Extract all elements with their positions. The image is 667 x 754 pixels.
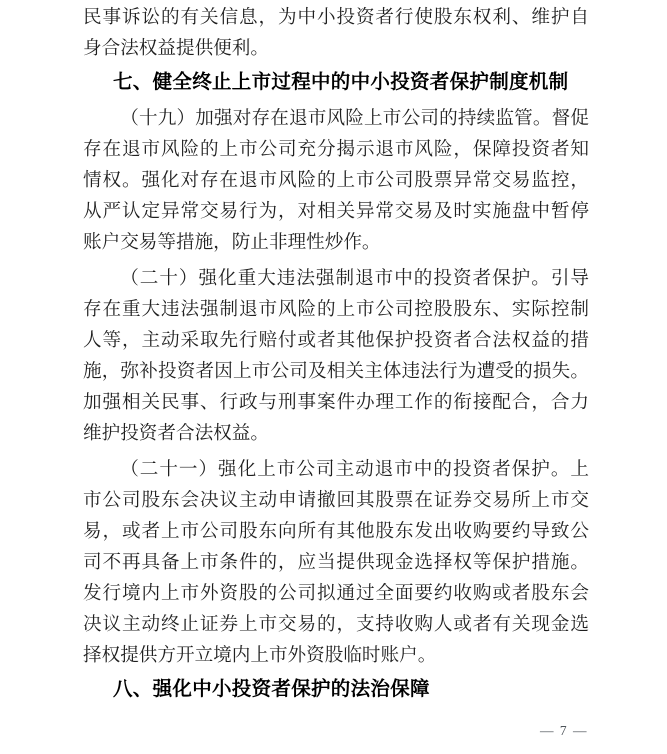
body-text-line: （二十一）强化上市公司主动退市中的投资者保护。上 (120, 459, 589, 480)
body-text-line: 市公司股东会决议主动申请撤回其股票在证券交易所上市交 (83, 490, 589, 511)
body-text-line: 身合法权益提供便利。 (83, 38, 269, 59)
body-text-line: 从严认定异常交易行为，对相关异常交易及时实施盘中暂停 (83, 201, 589, 222)
body-text-line: 情权。强化对存在退市风险的上市公司股票异常交易监控， (83, 170, 589, 191)
body-text-line: 择权提供方开立境内上市外资股临时账户。 (83, 645, 437, 666)
page-number: — 7 — (540, 723, 588, 738)
continuation-paragraph (83, 2, 589, 64)
paragraph-20 (83, 263, 589, 449)
body-text-line: 维护投资者合法权益。 (83, 423, 269, 444)
body-text-line: （十九）加强对存在退市风险上市公司的持续监管。督促 (120, 108, 589, 129)
body-text-line: 施，弥补投资者因上市公司及相关主体违法行为遭受的损失。 (83, 361, 589, 382)
body-text-line: 司不再具备上市条件的，应当提供现金选择权等保护措施。 (83, 552, 589, 573)
section-7-heading: 七、健全终止上市过程中的中小投资者保护制度机制 (113, 71, 569, 93)
body-text-line: 账户交易等措施，防止非理性炒作。 (83, 232, 381, 253)
body-text-line: 民事诉讼的有关信息，为中小投资者行使股东权利、维护自 (83, 7, 589, 28)
document-body (83, 0, 589, 705)
body-text-line: 人等，主动采取先行赔付或者其他保护投资者合法权益的措 (83, 330, 589, 351)
body-text-line: 存在重大违法强制退市风险的上市公司控股股东、实际控制 (83, 299, 589, 320)
body-text-line: 易，或者上市公司股东向所有其他股东发出收购要约导致公 (83, 521, 589, 542)
paragraph-19 (83, 103, 589, 258)
body-text-line: 加强相关民事、行政与刑事案件办理工作的衔接配合，合力 (83, 392, 589, 413)
body-text-line: 决议主动终止证券上市交易的，支持收购人或者有关现金选 (83, 614, 589, 635)
section-8-heading: 八、强化中小投资者保护的法治保障 (113, 678, 430, 700)
body-text-line: 存在退市风险的上市公司充分揭示退市风险，保障投资者知 (83, 139, 589, 160)
paragraph-21 (83, 454, 589, 671)
body-text-line: （二十）强化重大违法强制退市中的投资者保护。引导 (120, 268, 589, 289)
body-text-line: 发行境内上市外资股的公司拟通过全面要约收购或者股东会 (83, 583, 589, 604)
